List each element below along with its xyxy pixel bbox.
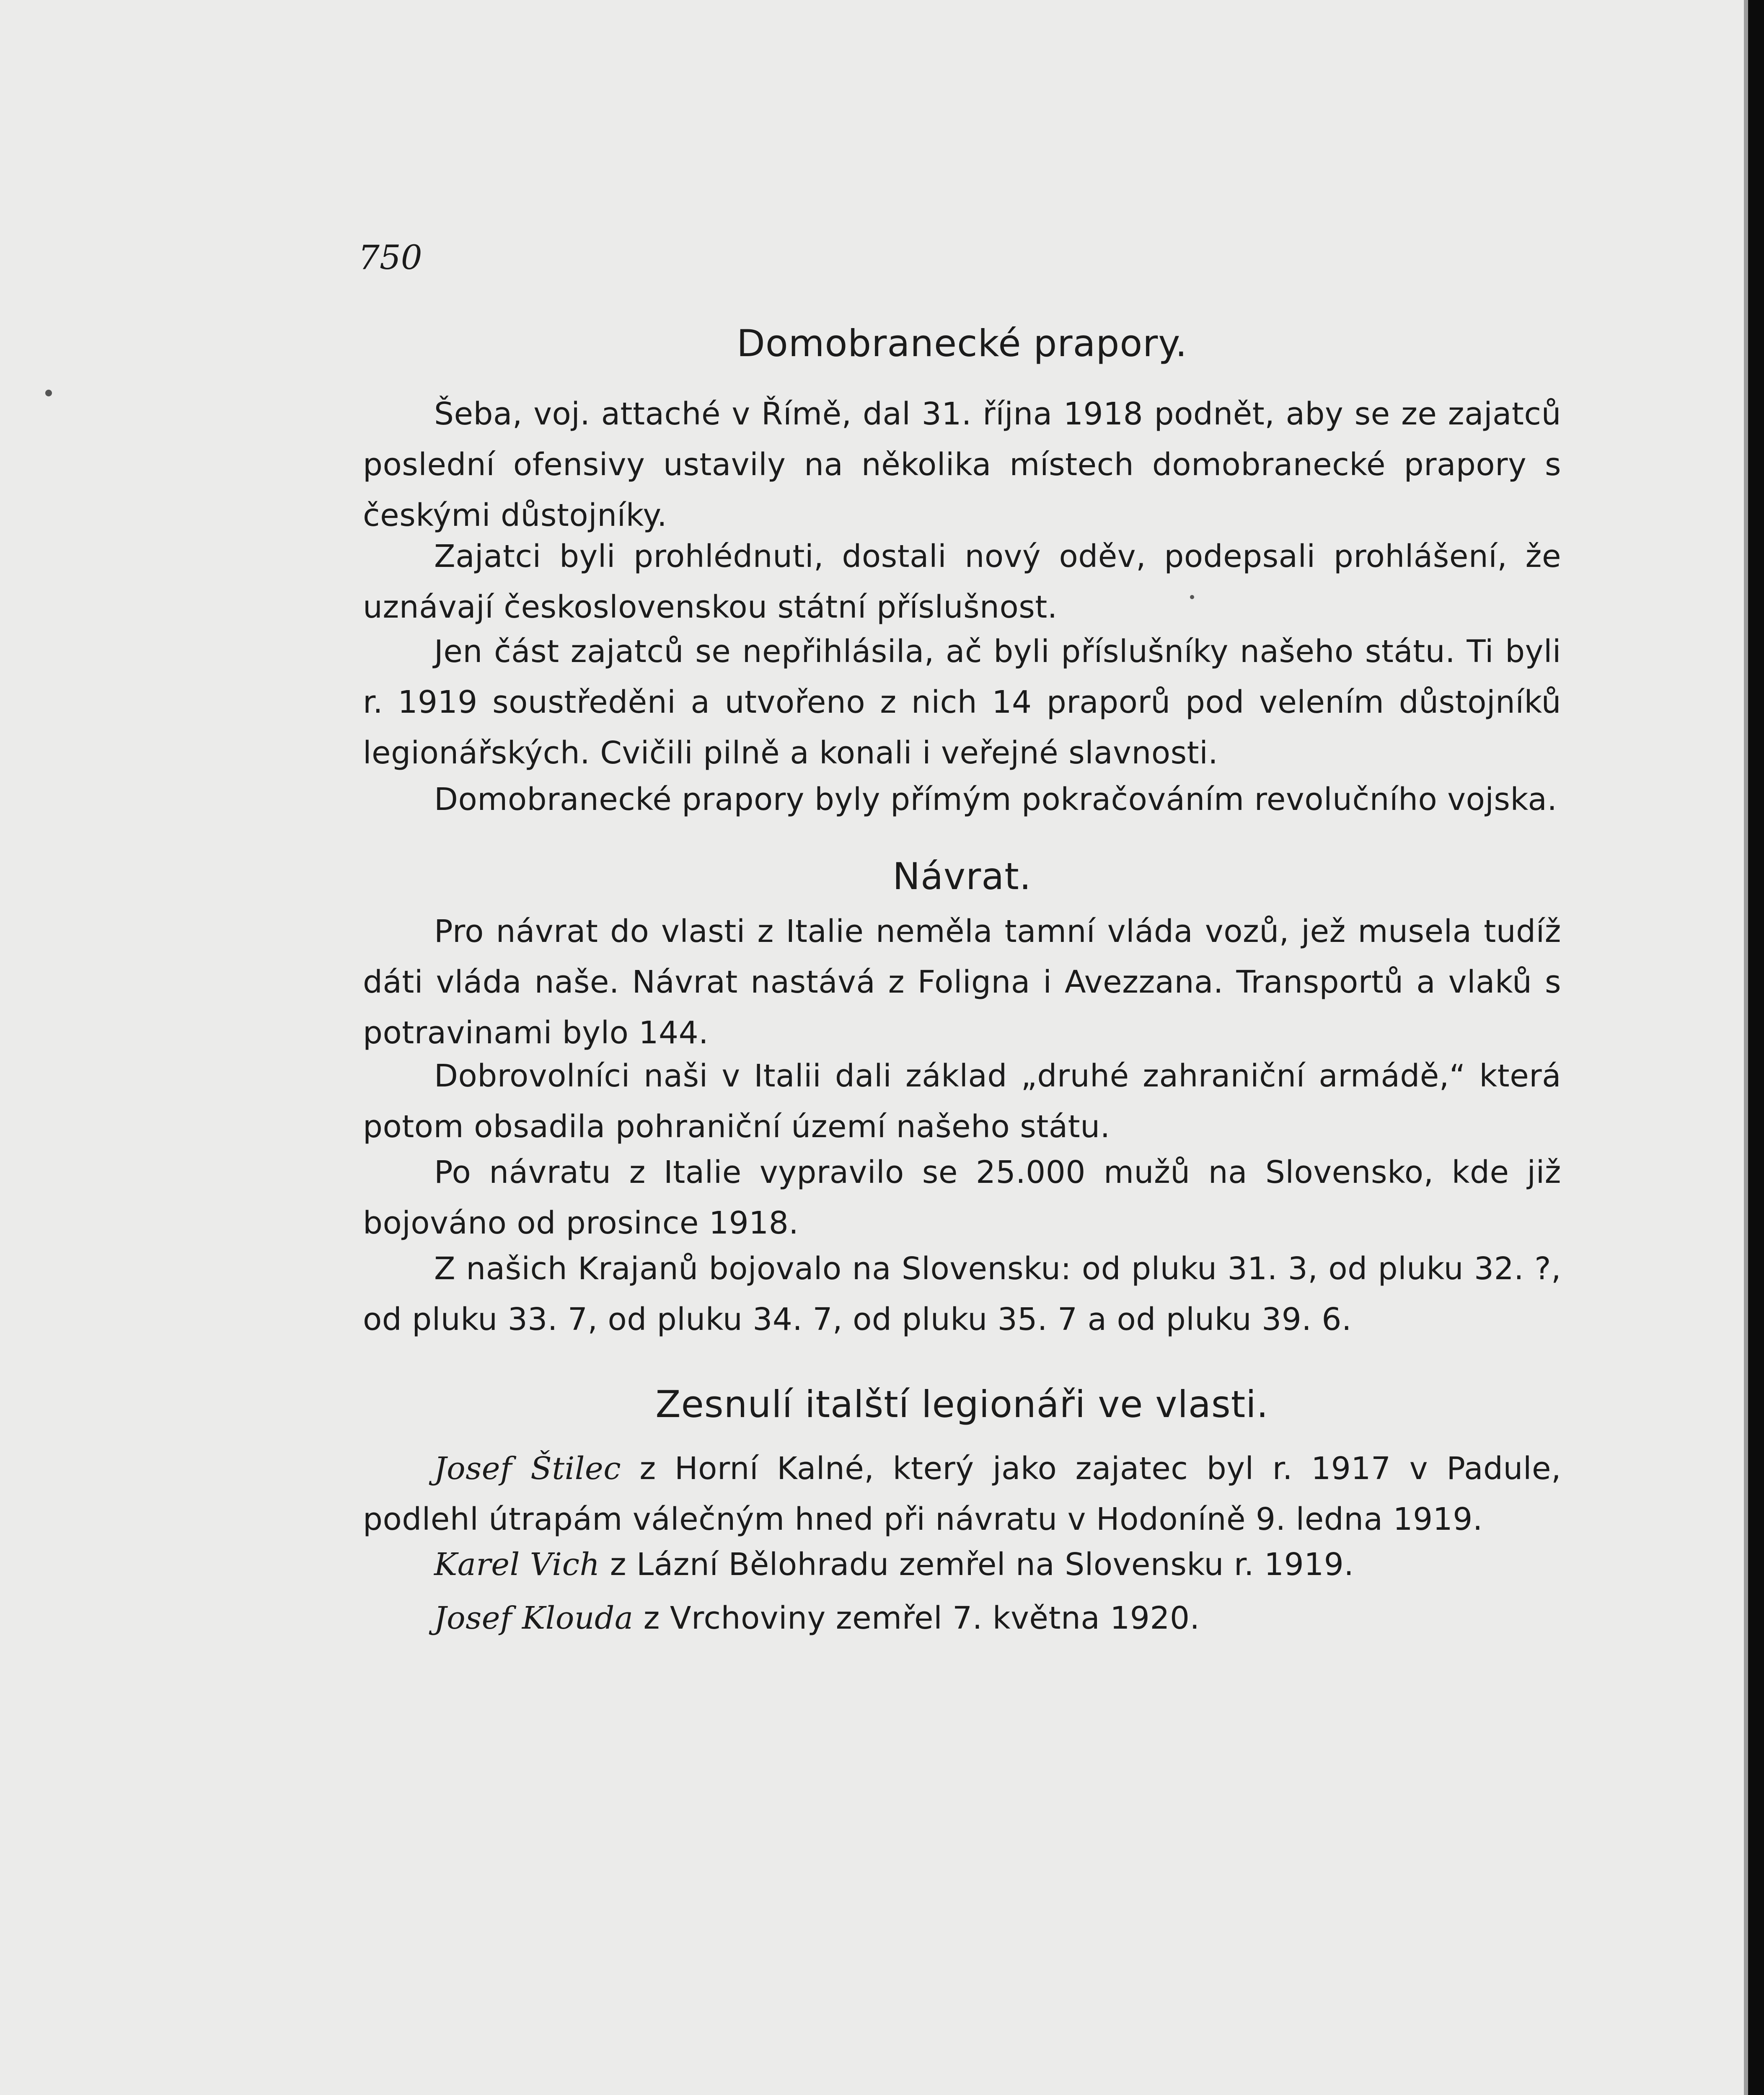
section-heading-navrat: Návrat. <box>892 855 1032 898</box>
obituary-entry <box>363 1593 1561 1644</box>
obituary-text: z Lázní Bělohradu zemřel na Slovensku r. 1919. <box>600 1547 1354 1583</box>
section-heading-zesnuli: Zesnulí italští legionáři ve vlasti. <box>655 1383 1269 1426</box>
obituary-text: z Horní Kalné, který jako zajatec byl r. 1917 v Padule, podlehl útrapám válečným hned při návratu v Hodoníně 9. ledna 1919. <box>363 1451 1561 1537</box>
paragraph: Dobrovolníci naši v Italii dali základ „druhé zahraniční armádě,“ která potom obsadila pohraniční území našeho státu. <box>363 1058 1561 1145</box>
obituary-entry <box>363 1539 1561 1590</box>
scan-speck <box>45 390 52 396</box>
obituary-entry <box>363 1443 1561 1545</box>
legionnaire-name: Josef Klouda <box>434 1600 634 1636</box>
paragraph: Pro návrat do vlasti z Italie neměla tamní vláda vozů, jež musela tudíž dáti vláda naše. Návrat nastává z Foligna i Avezzana. Transportů a vlaků s potravinami bylo 144. <box>363 913 1561 1051</box>
scan-edge <box>1748 0 1764 2095</box>
paragraph: Po návratu z Italie vypravilo se 25.000 mužů na Slovensko, kde již bojováno od prosince 1918. <box>363 1154 1561 1241</box>
paragraph: Jen část zajatců se nepřihlásila, ač byli příslušníky našeho státu. Ti byli r. 1919 soustředěni a utvořeno z nich 14 praporů pod velením důstojníků legionářských. Cvičili pilně a konali i veřejné slavnosti. <box>363 634 1561 771</box>
section-heading-domobranecke: Domobranecké prapory. <box>737 322 1187 365</box>
paragraph: Z našich Krajanů bojovalo na Slovensku: od pluku 31. 3, od pluku 32. ?, od pluku 33. 7, od pluku 34. 7, od pluku 35. 7 a od pluku 39. 6. <box>363 1251 1561 1337</box>
obituary-text: z Vrchoviny zemřel 7. května 1920. <box>633 1600 1200 1636</box>
paragraph: Zajatci byli prohlédnuti, dostali nový oděv, podepsali prohlášení, že uznávají československou státní příslušnost. <box>363 538 1561 625</box>
paragraph: Domobranecké prapory byly přímým pokračováním revolučního vojska. <box>434 781 1557 817</box>
scan-edge-shadow <box>1744 0 1748 2095</box>
legionnaire-name: Josef Štilec <box>434 1451 621 1487</box>
page-number: 750 <box>358 238 422 277</box>
legionnaire-name: Karel Vich <box>434 1547 600 1583</box>
paragraph: Šeba, voj. attaché v Římě, dal 31. října 1918 podnět, aby se ze zajatců poslední ofensivy ustavily na několika místech domobranecké prapory s českými důstojníky. <box>363 396 1561 533</box>
